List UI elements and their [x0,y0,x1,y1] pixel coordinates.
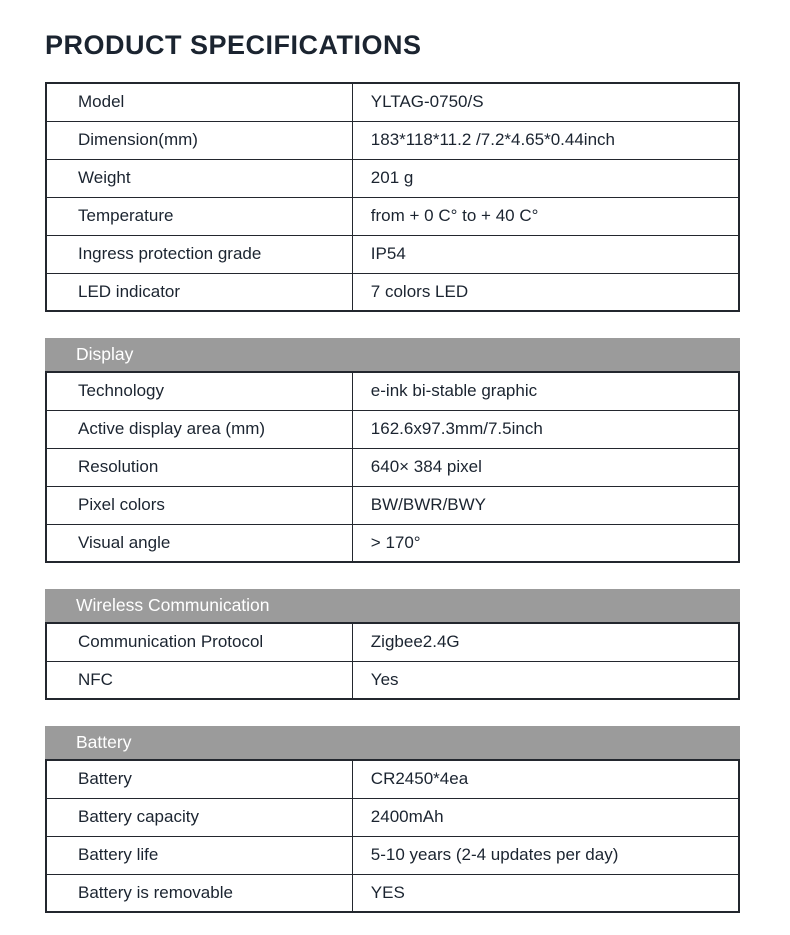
table-row [46,798,739,836]
spec-value-cell: 183*118*11.2 /7.2*4.65*0.44inch [352,121,739,159]
table-row [46,661,739,699]
spec-value-cell: 201 g [352,159,739,197]
spec-label-cell: LED indicator [46,273,352,311]
spec-value-cell: from + 0 C° to + 40 C° [352,197,739,235]
spec-value-cell: 2400mAh [352,798,739,836]
spec-label-cell: Communication Protocol [46,623,352,661]
spec-tables [45,82,740,913]
spec-value-cell: CR2450*4ea [352,760,739,798]
table-row [46,524,739,562]
table-row [46,836,739,874]
spec-value-cell: 640× 384 pixel [352,448,739,486]
table-row [46,760,739,798]
spec-table [45,759,740,913]
table-row [46,486,739,524]
spec-label-cell: Battery life [46,836,352,874]
spec-label-cell: Technology [46,372,352,410]
spec-table [45,371,740,563]
table-row [46,197,739,235]
spec-table [45,82,740,312]
table-row [46,159,739,197]
table-row [46,448,739,486]
page-title: PRODUCT SPECIFICATIONS [45,30,422,60]
spec-section [45,338,740,563]
section-header: Display [45,338,740,371]
table-row [46,273,739,311]
spec-value-cell: YLTAG-0750/S [352,83,739,121]
section-header: Wireless Communication [45,589,740,622]
spec-value-cell: IP54 [352,235,739,273]
spec-value-cell: 7 colors LED [352,273,739,311]
spec-section [45,726,740,913]
spec-value-cell: YES [352,874,739,912]
spec-label-cell: Dimension(mm) [46,121,352,159]
spec-value-cell: e-ink bi-stable graphic [352,372,739,410]
spec-section [45,82,740,312]
spec-value-cell: BW/BWR/BWY [352,486,739,524]
spec-label-cell: Resolution [46,448,352,486]
spec-label-cell: Visual angle [46,524,352,562]
section-header: Battery [45,726,740,759]
table-row [46,235,739,273]
spec-label-cell: Temperature [46,197,352,235]
spec-label-cell: Battery [46,760,352,798]
spec-label-cell: Pixel colors [46,486,352,524]
spec-label-cell: Battery is removable [46,874,352,912]
spec-value-cell: > 170° [352,524,739,562]
spec-value-cell: 162.6x97.3mm/7.5inch [352,410,739,448]
spec-label-cell: NFC [46,661,352,699]
spec-label-cell: Model [46,83,352,121]
spec-label-cell: Ingress protection grade [46,235,352,273]
table-row [46,410,739,448]
spec-value-cell: 5-10 years (2-4 updates per day) [352,836,739,874]
spec-label-cell: Active display area (mm) [46,410,352,448]
spec-value-cell: Zigbee2.4G [352,623,739,661]
table-row [46,83,739,121]
table-row [46,623,739,661]
spec-table [45,622,740,700]
spec-label-cell: Weight [46,159,352,197]
spec-value-cell: Yes [352,661,739,699]
table-row [46,121,739,159]
spec-section [45,589,740,700]
spec-label-cell: Battery capacity [46,798,352,836]
table-row [46,372,739,410]
table-row [46,874,739,912]
